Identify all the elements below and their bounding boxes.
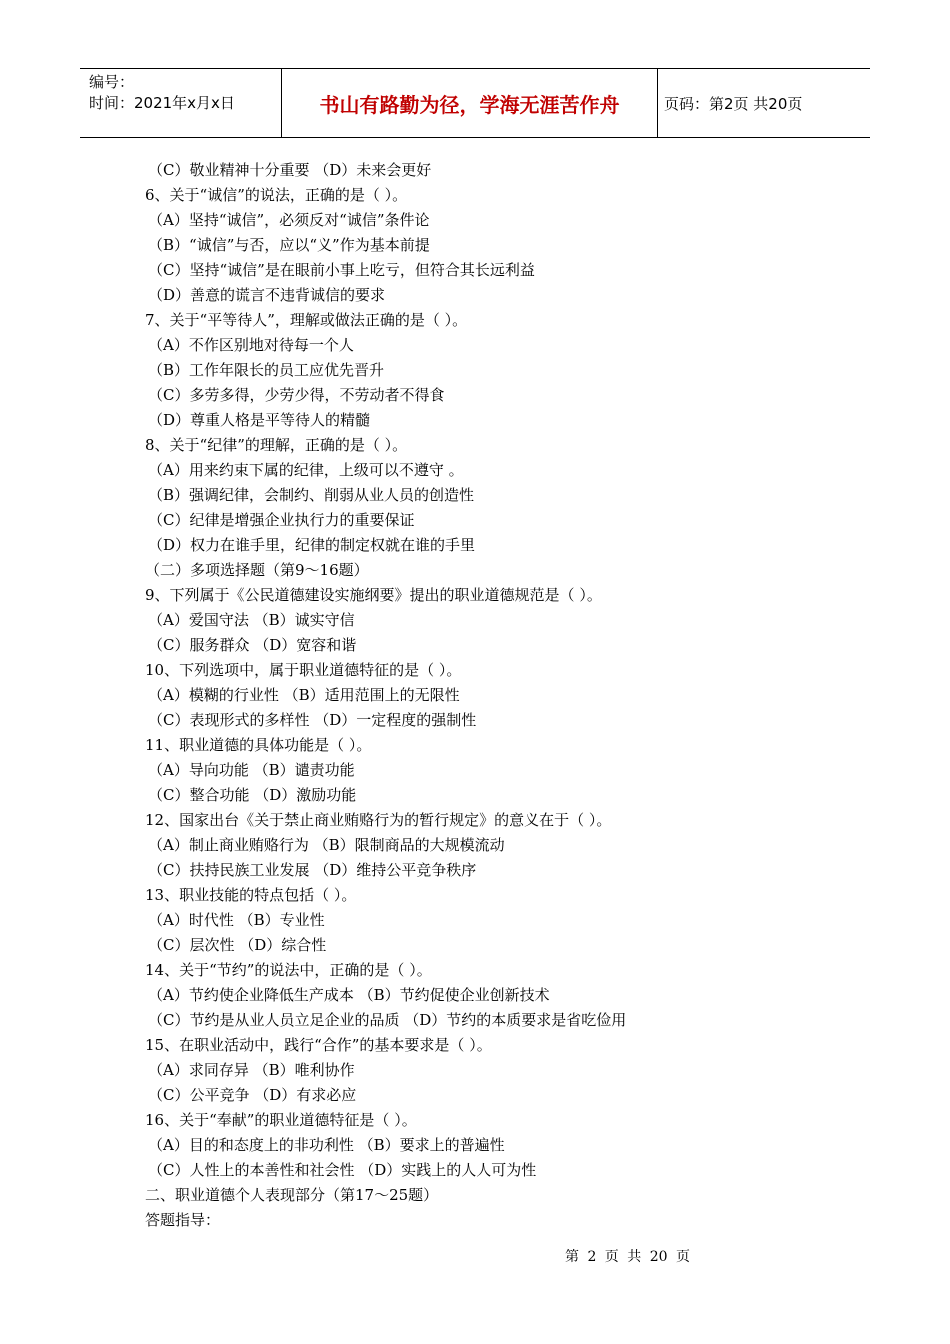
answer-option-line: （C）层次性 （D）综合性 [148,936,327,954]
answer-option-line: （C）多劳多得，少劳少得，不劳动者不得食 [148,386,445,404]
date-label: 时间：2021年x月x日 [89,94,235,112]
header-page-cell [658,69,870,137]
question-line: 12、国家出台《关于禁止商业贿赂行为的暂行规定》的意义在于（ ）。 [145,811,612,829]
question-line: 6、关于“诚信”的说法，正确的是（ ）。 [145,186,408,204]
answer-option-line: （C）坚持“诚信”是在眼前小事上吃亏，但符合其长远利益 [148,261,535,279]
answer-option-line: （C）服务群众 （D）宽容和谐 [148,636,357,654]
answer-option-line: （D）善意的谎言不违背诚信的要求 [148,286,386,304]
serial-number-label: 编号： [89,73,135,91]
answer-option-line: （C）表现形式的多样性 （D）一定程度的强制性 [148,711,477,729]
document-body [145,158,845,1233]
question-line: 13、职业技能的特点包括（ ）。 [145,886,357,904]
answer-option-line: （A）时代性 （B）专业性 [148,911,325,929]
header-meta-cell [80,69,282,137]
question-line: 9、下列属于《公民道德建设实施纲要》提出的职业道德规范是（ ）。 [145,586,602,604]
answer-option-line: （A）制止商业贿赂行为 （B）限制商品的大规模流动 [148,836,505,854]
answer-option-line: （A）导向功能 （B）谴责功能 [148,761,355,779]
answer-option-line: （C）纪律是增强企业执行力的重要保证 [148,511,415,529]
answer-option-line: （A）不作区别地对待每一个人 [148,336,354,354]
answer-option-line: （A）求同存异 （B）唯利协作 [148,1061,355,1079]
question-line: 8、关于“纪律”的理解，正确的是（ ）。 [145,436,408,454]
answer-option-line: （C）节约是从业人员立足企业的品质 （D）节约的本质要求是省吃俭用 [148,1011,627,1029]
answer-option-line: （C）人性上的本善性和社会性 （D）实践上的人人可为性 [148,1161,537,1179]
answer-option-line: （A）爱国守法 （B）诚实守信 [148,611,355,629]
answer-option-line: （A）模糊的行业性 （B）适用范围上的无限性 [148,686,460,704]
answer-option-line: （A）用来约束下属的纪律，上级可以不遵守 。 [148,461,464,479]
motto-text: 书山有路勤为径，学海无涯苦作舟 [319,92,620,117]
page-footer: 第 2 页 共 20 页 [565,1249,690,1265]
answer-option-line: （A）节约使企业降低生产成本 （B）节约促使企业创新技术 [148,986,550,1004]
document-header [80,68,870,138]
question-line: 11、职业道德的具体功能是（ ）。 [145,736,372,754]
question-line: 15、在职业活动中，践行“合作”的基本要求是（ ）。 [145,1036,492,1054]
answer-option-line: （B）“诚信”与否，应以“义”作为基本前提 [148,236,430,254]
answer-option-line: （B）工作年限长的员工应优先晋升 [148,361,385,379]
question-line: 10、下列选项中，属于职业道德特征的是（ ）。 [145,661,462,679]
answer-option-line: （A）目的和态度上的非功利性 （B）要求上的普遍性 [148,1136,505,1154]
answer-option-line: （D）尊重人格是平等待人的精髓 [148,411,371,429]
question-line: （二）多项选择题（第9～16题） [145,561,369,579]
answer-option-line: （D）权力在谁手里，纪律的制定权就在谁的手里 [148,536,476,554]
answer-option-line: （A）坚持“诚信”，必须反对“诚信”条件论 [148,211,430,229]
answer-option-line: （C）扶持民族工业发展 （D）维持公平竞争秩序 [148,861,477,879]
answer-option-line: （C）敬业精神十分重要 （D）未来会更好 [148,161,432,179]
answer-option-line: （C）公平竞争 （D）有求必应 [148,1086,357,1104]
header-page-info: 页码：第2页 共20页 [664,94,803,113]
answer-option-line: （C）整合功能 （D）激励功能 [148,786,357,804]
question-line: 16、关于“奉献”的职业道德特征是（ ）。 [145,1111,417,1129]
question-line: 7、关于“平等待人”，理解或做法正确的是（ ）。 [145,311,468,329]
question-line: 二、职业道德个人表现部分（第17～25题） [145,1186,439,1204]
answer-option-line: （B）强调纪律，会制约、削弱从业人员的创造性 [148,486,475,504]
question-line: 答题指导： [145,1211,221,1229]
question-line: 14、关于“节约”的说法中，正确的是（ ）。 [145,961,432,979]
header-motto-cell [282,69,658,137]
